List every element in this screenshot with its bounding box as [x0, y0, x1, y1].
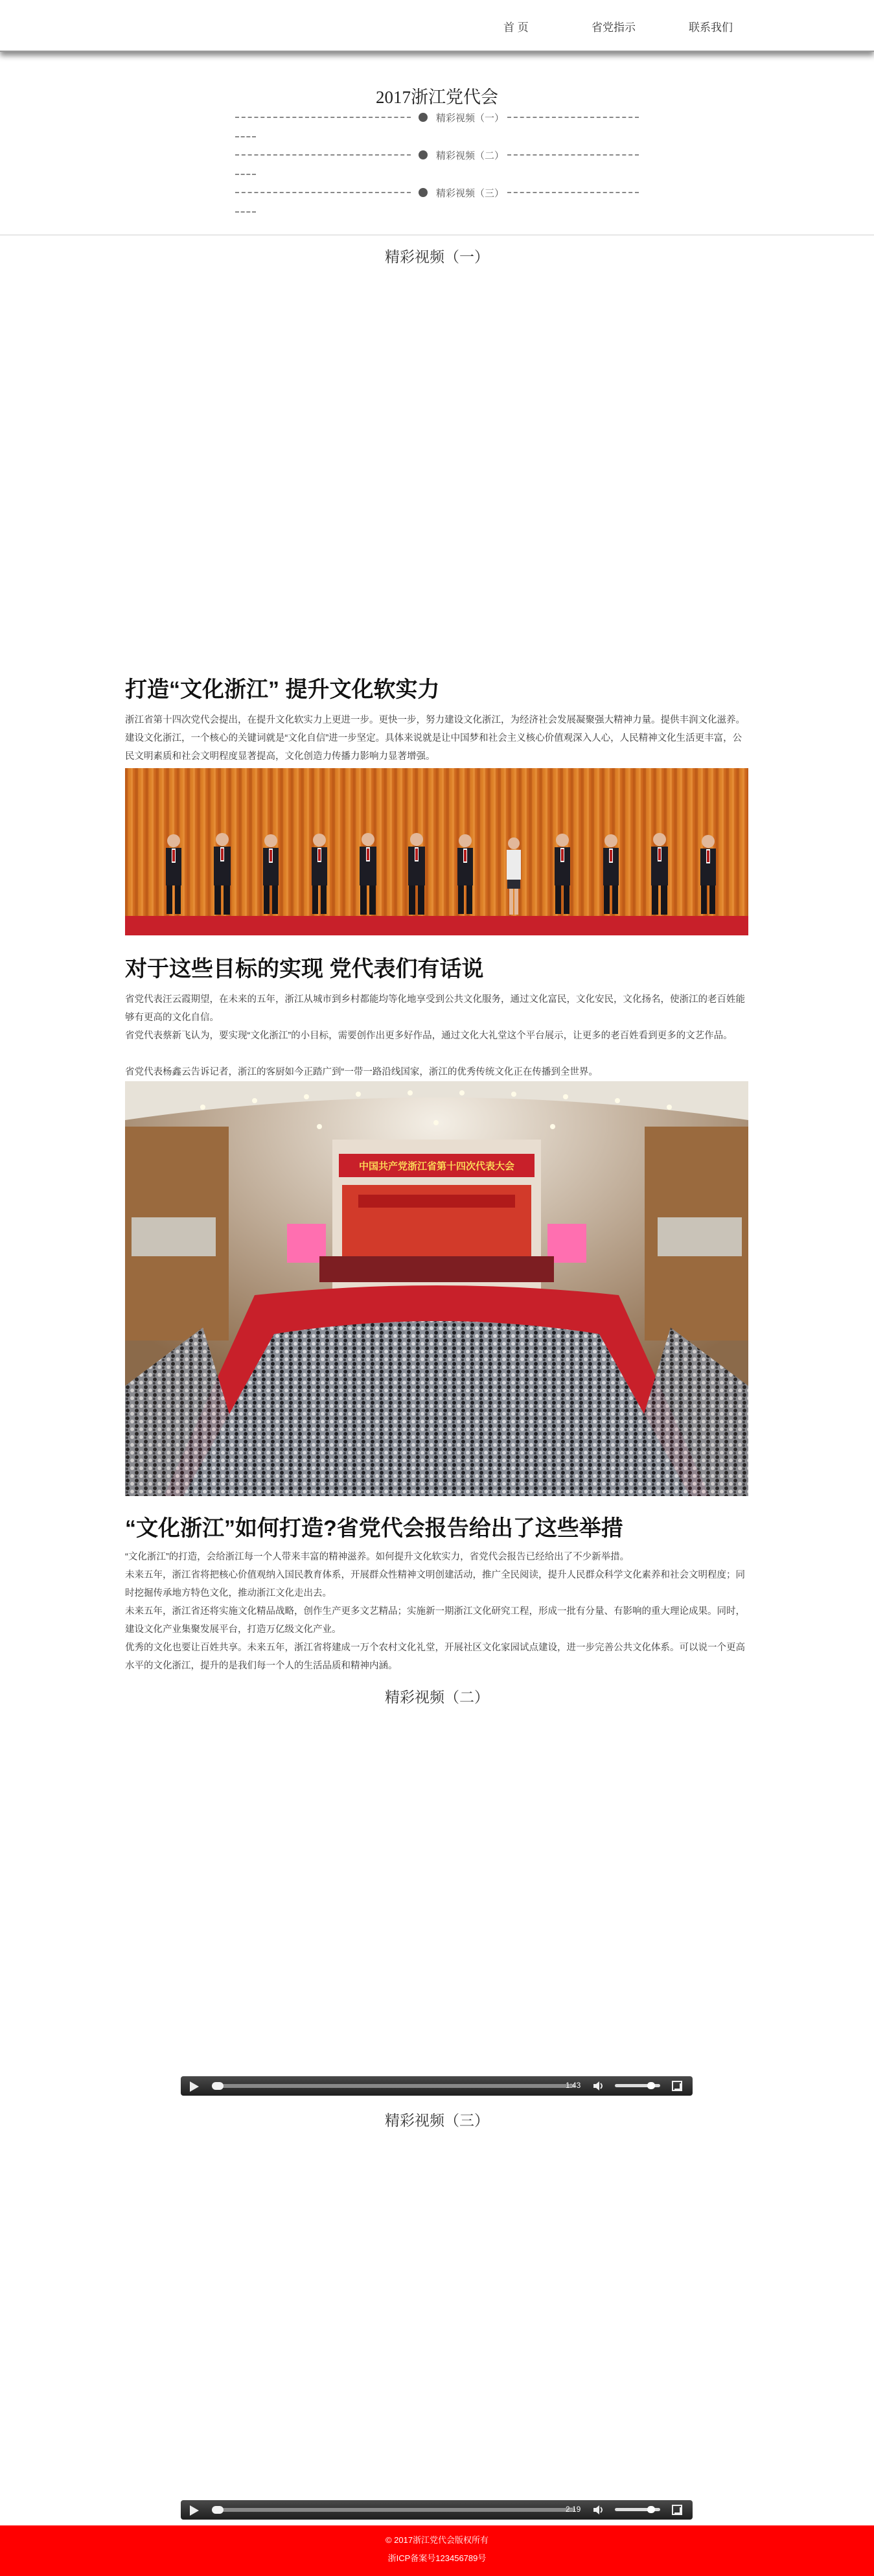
video-3-controls — [181, 2500, 693, 2520]
standing-group-photo — [125, 768, 748, 935]
nav-instructions-link[interactable]: 省党指示 — [592, 21, 636, 34]
play-icon[interactable] — [190, 2081, 199, 2092]
volume-handle[interactable] — [647, 2082, 655, 2089]
article-3-paragraph: “文化浙江”的打造，会给浙江每一个人带来丰富的精神滋养。如何提升文化软实力，省党代会报告已经给出了不少新举措。 — [125, 1552, 630, 1562]
article-3-paragraph: 未来五年，浙江省将把核心价值观纳入国民教育体系，开展群众性精神文明创建活动，推广全民阅读，提升人民群众科学文化素养和社会文明程度；同时挖掘传承地方特色文化，推动浙江文化走出去。 — [125, 1570, 745, 1598]
video-3-heading: 精彩视频（三） — [385, 2113, 489, 2129]
toc-divider — [235, 192, 411, 193]
icp-record-text: 浙ICP备案号123456789号 — [387, 2553, 487, 2563]
toc-link-video-3[interactable]: 精彩视频（三） — [436, 188, 505, 199]
article-3-paragraph: 优秀的文化也要让百姓共享。未来五年，浙江省将建成一万个农村文化礼堂，开展社区文化家园试点建设，进一步完善公共文化体系。可以说一个更高水平的文化浙江，提升的是我们每一个人的生活品质和精神内涵。 — [125, 1643, 745, 1671]
article-2-paragraph: 省党代表汪云霞期望，在未来的五年，浙江从城市到乡村都能均等化地享受到公共文化服务，通过文化富民，文化安民，文化扬名，使浙江的老百姓能够有更高的文化自信。 — [125, 994, 745, 1023]
toc-divider — [507, 192, 639, 193]
toc-divider — [235, 154, 411, 156]
article-2-paragraph: 省党代表杨鑫云告诉记者，浙江的客厨如今正踏广到“一带一路沿线国家，浙江的优秀传统文化正在传播到全世界。 — [125, 1067, 598, 1077]
bullet-icon — [419, 150, 428, 159]
video-2-heading: 精彩视频（二） — [385, 1689, 489, 1705]
toc-link-video-2[interactable]: 精彩视频（二） — [436, 150, 505, 161]
toc-divider — [507, 154, 639, 156]
play-icon[interactable] — [190, 2505, 199, 2516]
congress-hall-photo — [125, 1081, 748, 1496]
article-2-title: 对于这些目标的实现 党代表们有话说 — [125, 957, 484, 981]
bullet-icon — [419, 113, 428, 122]
hall-banner-text: 中国共产党浙江省第十四次代表大会 — [358, 1160, 515, 1172]
volume-icon[interactable] — [593, 2081, 604, 2091]
site-footer — [0, 2525, 874, 2576]
copyright-text: © 2017浙江党代会版权所有 — [385, 2535, 489, 2545]
video-1-heading: 精彩视频（一） — [385, 249, 489, 265]
video-duration: 1:43 — [566, 2081, 581, 2090]
video-duration: 2:19 — [566, 2505, 581, 2514]
video-2-controls — [181, 2076, 693, 2096]
bullet-icon — [419, 188, 428, 197]
toc-divider — [235, 136, 256, 137]
toc-divider — [235, 211, 256, 213]
seek-bar[interactable] — [213, 2084, 575, 2088]
toc-item-video-3[interactable] — [235, 185, 639, 201]
video-2-player-area[interactable] — [181, 1711, 693, 2074]
toc-divider — [235, 174, 256, 175]
volume-icon[interactable] — [593, 2505, 604, 2515]
article-1-title: 打造“文化浙江” 提升文化软实力 — [125, 677, 440, 702]
video-3-player-area[interactable] — [181, 2136, 693, 2499]
volume-handle[interactable] — [647, 2506, 655, 2513]
fullscreen-icon[interactable] — [672, 2505, 682, 2515]
article-1-paragraph: 浙江省第十四次党代会提出，在提升文化软实力上更进一步。更快一步，努力建设文化浙江，为经济社会发展凝聚强大精神力量。提供丰润文化滋养。建设文化浙江，一个核心的关键词就是“文化自信”进一步坚定。具体来说就是让中国梦和社会主义核心价值观深入人心，人民精神文化生活更丰富，公民文明素质和社会文明程度显著提高，文化创造力传播力影响力显著增强。 — [125, 715, 745, 762]
article-3-title: “文化浙江”如何打造?省党代会报告给出了这些举措 — [125, 1516, 623, 1541]
toc-item-video-1[interactable] — [235, 110, 639, 126]
seek-handle[interactable] — [212, 2506, 224, 2514]
toc-link-video-1[interactable]: 精彩视频（一） — [436, 113, 505, 124]
seek-handle[interactable] — [212, 2082, 224, 2090]
toc-divider — [507, 117, 639, 118]
nav-home-link[interactable]: 首 页 — [503, 21, 529, 34]
top-nav-bar — [0, 0, 874, 52]
video-1-player-area[interactable] — [181, 272, 693, 661]
nav-contact-link[interactable]: 联系我们 — [689, 21, 733, 34]
article-2-paragraph: 省党代表蔡新飞认为，要实现“文化浙江”的小目标，需要创作出更多好作品，通过文化大礼堂这个平台展示，让更多的老百姓看到更多的文艺作品。 — [125, 1031, 733, 1041]
article-3-paragraph: 未来五年，浙江省还将实施文化精品战略，创作生产更多文艺精品；实施新一期浙江文化研究工程，形成一批有分量、有影响的重大理论成果。同时，建设文化产业集聚发展平台，打造万亿级文化产业。 — [125, 1606, 745, 1635]
toc-divider — [235, 117, 411, 118]
fullscreen-icon[interactable] — [672, 2081, 682, 2091]
page-title: 2017浙江党代会 — [376, 88, 498, 107]
toc-item-video-2[interactable] — [235, 148, 639, 163]
seek-bar[interactable] — [213, 2508, 575, 2512]
